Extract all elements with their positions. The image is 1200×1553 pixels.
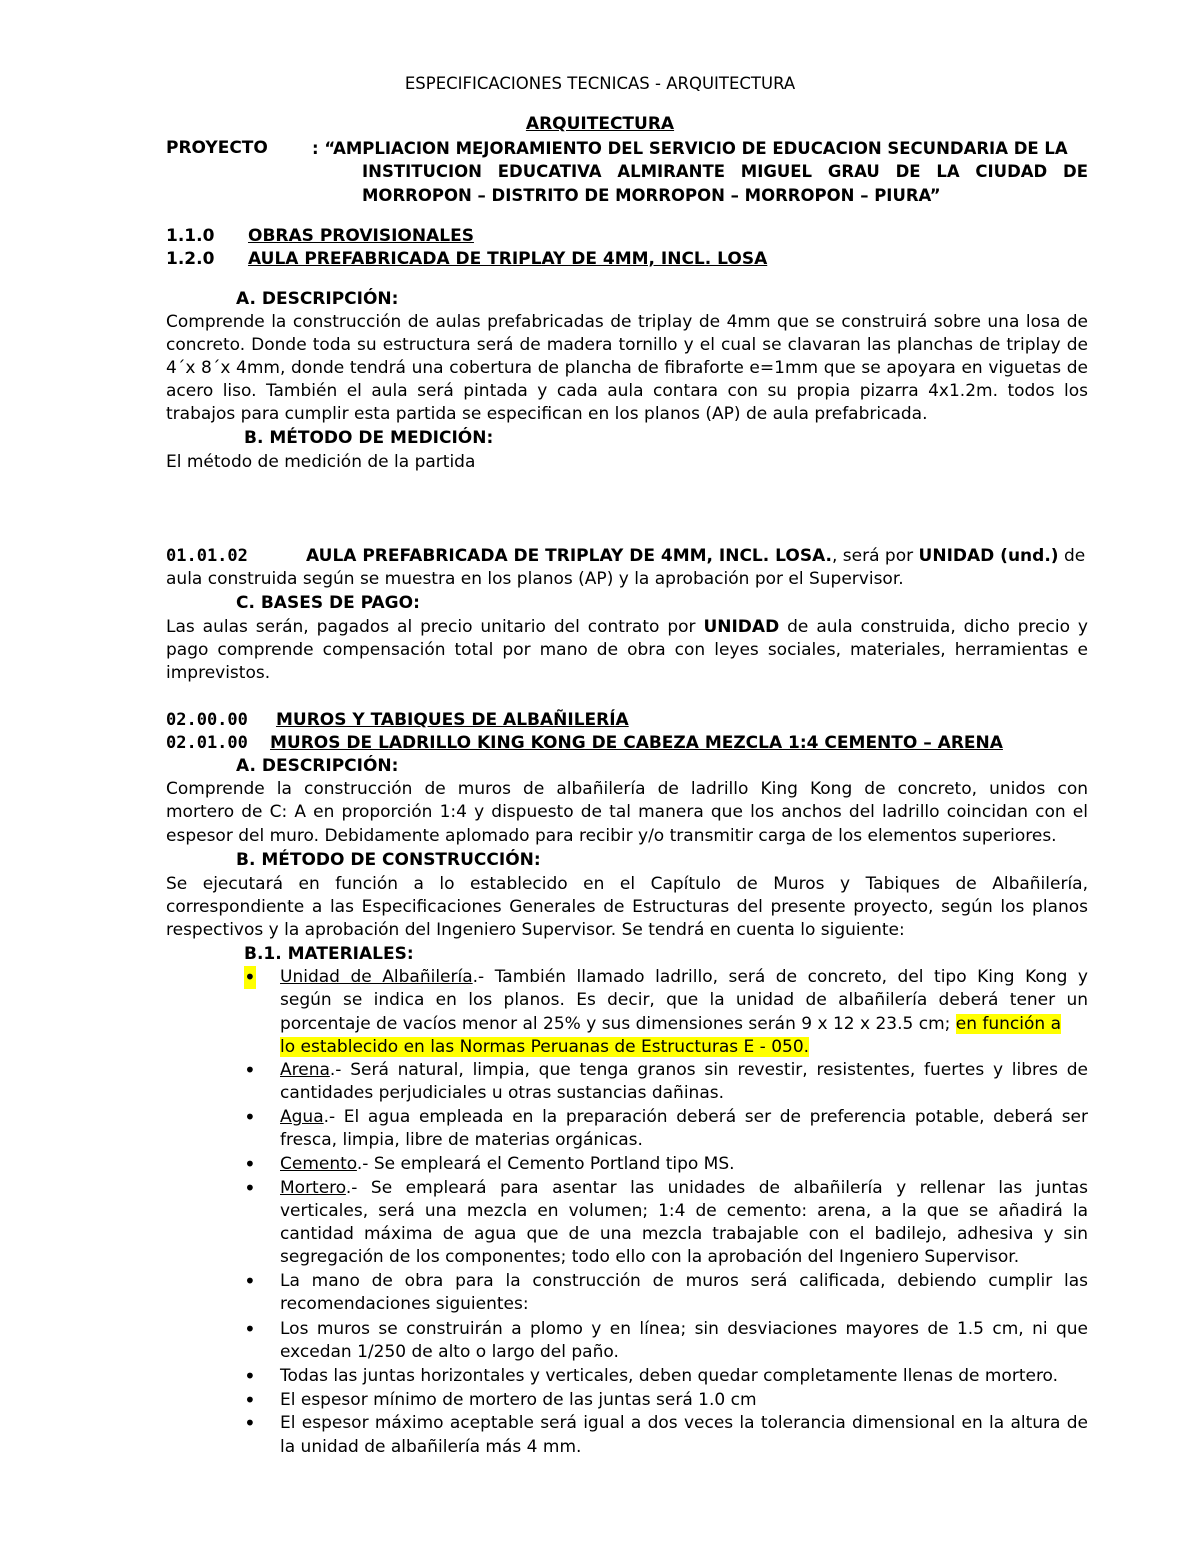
project-line-1 [312, 137, 1088, 160]
project-name-line-1: “AMPLIACION MEJORAMIENTO DEL SERVICIO DE EDUCACION SECUNDARIA DE LA [324, 139, 1068, 158]
highlighted-text: en función a [955, 1014, 1062, 1034]
aula-desc-line: concreto. Donde toda su estructura será de madera tornillo y el cual se clavaran las planchas de triplay de [166, 335, 1088, 355]
medicion-unit: UNIDAD (und.) [918, 546, 1059, 566]
bullet-unidad-line-4 [280, 1036, 1088, 1059]
bullet-mortero-line-4: segregación de los componentes; todo ello con la aprobación del Ingeniero Supervisor. [280, 1247, 1020, 1267]
medicion-end: de [1058, 546, 1086, 566]
bullet-cemento-line-1 [280, 1153, 1088, 1176]
bullet-unidad-line-2: según se indica en los planos. Es decir, que la unidad de albañilería deberá tener un [280, 990, 1088, 1010]
bullet-agua-line-2: fresca, limpia, libre de materias orgánicas. [280, 1130, 643, 1150]
project-label: PROYECTO [166, 138, 268, 158]
item-1-2-0 [166, 248, 1088, 271]
aula-desc-line: trabajos para cumplir esta partida se especifican en los planos (AP) de aula prefabricada. [166, 404, 928, 424]
muros-heading-2 [166, 732, 1088, 755]
bullet-unidad-line-3 [280, 1013, 1088, 1036]
bullet-icon: • [244, 965, 256, 989]
bullet-icon: • [244, 1058, 256, 1082]
muros-number: 02.00.00 [166, 710, 248, 730]
medicion-number: 01.01.02 [166, 546, 248, 566]
aula-medicion-line-2: aula construida según se muestra en los planos (AP) y la aprobación por el Supervisor. [166, 569, 904, 589]
muros-metodo-line: Se ejecutará en función a lo establecido en el Capítulo de Muros y Tabiques de Albañilería, [166, 874, 1088, 894]
bullet-arena-line-2: cantidades perjudiciales u otras sustancias dañinas. [280, 1083, 724, 1103]
aula-a-heading: A. DESCRIPCIÓN: [236, 289, 399, 309]
bullet-espmax-line-1: El espesor máximo aceptable será igual a dos veces la tolerancia dimensional en la altura de [280, 1413, 1088, 1433]
bullet-icon: • [244, 1176, 256, 1200]
cemento-text: .- Se empleará el Cemento Portland tipo MS. [356, 1154, 735, 1174]
bullet-espmax-line-2: la unidad de albañilería más 4 mm. [280, 1437, 582, 1457]
muros-desc-line: espesor del muro. Debidamente aplomado para recibir y/o transmitir carga de los elementos superiores. [166, 826, 1057, 846]
unidad-text: .- También llamado ladrillo, será de concreto, del tipo King Kong y [472, 967, 1088, 987]
bullet-plomo-line-2: excedan 1/250 de alto o largo del paño. [280, 1342, 619, 1362]
aula-c-heading: C. BASES DE PAGO: [236, 593, 420, 613]
muros-number: 02.01.00 [166, 733, 248, 753]
bullet-icon: • [244, 1317, 256, 1341]
item-1-1-0 [166, 225, 1088, 248]
item-number: 1.2.0 [166, 249, 215, 269]
muros-b1-heading: B.1. MATERIALES: [244, 944, 414, 964]
bullet-mortero-line-2: verticales, será una mezcla en volumen; 1:4 de cemento: arena, a la que se añadirá la [280, 1201, 1088, 1221]
section-title: ARQUITECTURA [525, 114, 675, 134]
aula-desc-line: acero liso. También el aula será pintada y cada aula contara con su propia pizarra 4x1.2m. todos los [166, 381, 1088, 401]
muros-desc-line: Comprende la construcción de muros de albañilería de ladrillo King Kong de concreto, unidos con [166, 779, 1088, 799]
bullet-icon: • [244, 1269, 256, 1293]
project-colon: : [312, 139, 319, 158]
agua-term: Agua [280, 1107, 324, 1127]
bullet-plomo-line-1: Los muros se construirán a plomo y en línea; sin desviaciones mayores de 1.5 cm, ni que [280, 1319, 1088, 1339]
muros-metodo-line: respectivos y la aprobación del Ingeniero Supervisor. Se tendrá en cuenta lo siguiente: [166, 920, 905, 940]
pago-text-a: Las aulas serán, pagados al precio unitario del contrato por [166, 617, 704, 637]
muros-b-heading: B. MÉTODO DE CONSTRUCCIÓN: [236, 850, 541, 870]
pago-text-c: de aula construida, dicho precio y [779, 617, 1088, 637]
bullet-icon: • [244, 1388, 256, 1412]
bullet-mano-line-2: recomendaciones siguientes: [280, 1294, 529, 1314]
muros-desc-line: mortero de C: A en proporción 1:4 y dispuesto de tal manera que los anchos del ladrillo coincidan con el [166, 802, 1088, 822]
medicion-bold: AULA PREFABRICADA DE TRIPLAY DE 4MM, INCL. LOSA. [306, 546, 832, 566]
aula-medicion-item [166, 545, 1088, 568]
bullet-icon: • [244, 1411, 256, 1435]
aula-pago-line: pago comprende compensación total por mano de obra con leyes sociales, materiales, herramientas e [166, 640, 1088, 660]
aula-desc-line: 4´x 8´x 4mm, donde tendrá una cobertura de plancha de fibraforte e=1mm que se apoyara en viguetas de [166, 358, 1088, 378]
agua-text: .- El agua empleada en la preparación deberá ser de preferencia potable, deberá ser [323, 1107, 1088, 1127]
bullet-mortero-line-3: cantidad máxima de agua que de una mezcla trabajable con el badilejo, adhesiva y sin [280, 1224, 1088, 1244]
aula-medicion: El método de medición de la partida [166, 452, 476, 472]
aula-desc-line: Comprende la construcción de aulas prefabricadas de triplay de 4mm que se construirá sobre una losa de [166, 312, 1088, 332]
arena-text: .- Será natural, limpia, que tenga granos sin revestir, resistentes, fuertes y libres de [329, 1060, 1088, 1080]
project-line-2: INSTITUCION EDUCATIVA ALMIRANTE MIGUEL GRAU DE LA CIUDAD DE [362, 162, 1088, 181]
mortero-text: .- Se empleará para asentar las unidades de albañilería y rellenar las juntas [345, 1178, 1088, 1198]
bullet-agua-line-1 [280, 1106, 1088, 1129]
muros-title: MUROS Y TABIQUES DE ALBAÑILERÍA [276, 710, 629, 730]
aula-b-heading: B. MÉTODO DE MEDICIÓN: [244, 428, 494, 448]
bullet-mano-line-1: La mano de obra para la construcción de muros será calificada, debiendo cumplir las [280, 1271, 1088, 1291]
bullet-icon: • [244, 1152, 256, 1176]
highlighted-text: lo establecido en las Normas Peruanas de Estructuras E - 050. [280, 1037, 810, 1057]
pago-unit: UNIDAD [703, 617, 780, 637]
item-title: OBRAS PROVISIONALES [248, 226, 474, 246]
medicion-mid: , será por [832, 546, 919, 566]
muros-metodo-line: correspondiente a las Especificaciones Generales de Estructuras del presente proyecto, según los planos [166, 897, 1088, 917]
unidad-text: porcentaje de vacíos menor al 25% y sus dimensiones serán 9 x 12 x 23.5 cm; [280, 1014, 956, 1034]
bullet-mortero-line-1 [280, 1177, 1088, 1200]
aula-pago-line [166, 616, 1088, 639]
bullet-icon: • [244, 1105, 256, 1129]
bullet-espmin-line-1: El espesor mínimo de mortero de las juntas será 1.0 cm [280, 1390, 757, 1410]
muros-title: MUROS DE LADRILLO KING KONG DE CABEZA MEZCLA 1:4 CEMENTO – ARENA [270, 733, 1003, 753]
mortero-term: Mortero [280, 1178, 346, 1198]
bullet-icon: • [244, 1364, 256, 1388]
muros-heading-1 [166, 709, 1088, 732]
cemento-term: Cemento [280, 1154, 357, 1174]
bullet-arena-line-1 [280, 1059, 1088, 1082]
aula-pago-line: imprevistos. [166, 663, 271, 683]
arena-term: Arena [280, 1060, 330, 1080]
bullet-juntas-line-1: Todas las juntas horizontales y verticales, deben quedar completamente llenas de mortero. [280, 1366, 1059, 1386]
unidad-term: Unidad de Albañilería [280, 967, 473, 987]
item-title: AULA PREFABRICADA DE TRIPLAY DE 4MM, INCL. LOSA [248, 249, 768, 269]
muros-a-heading: A. DESCRIPCIÓN: [236, 756, 399, 776]
page-header: ESPECIFICACIONES TECNICAS - ARQUITECTURA [404, 74, 796, 93]
item-number: 1.1.0 [166, 226, 215, 246]
bullet-unidad-line-1 [280, 966, 1088, 989]
project-line-3: MORROPON – DISTRITO DE MORROPON – MORROPON – PIURA” [362, 186, 941, 205]
